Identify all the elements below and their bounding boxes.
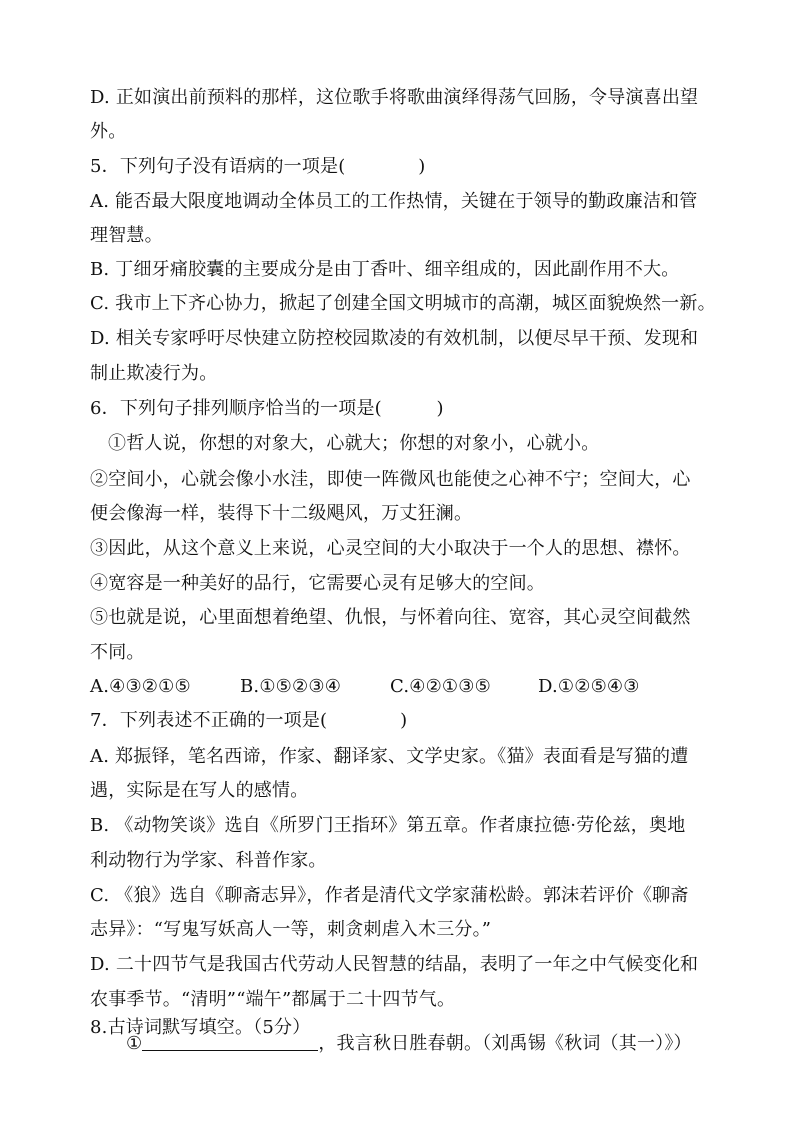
q6-option-a: A.④③②①⑤ [90,676,191,697]
question-6-stem: 6．下列句子排列顺序恰当的一项是( ) [90,398,444,419]
q6-sentence-2-line1: ②空间小，心就会像小水洼，即使一阵微风也能使之心神不宁；空间大，心 [90,469,691,490]
q5-option-a-line2: 理智慧。 [90,225,163,246]
q6-sentence-1: ①哲人说，你想的对象大，心就大；你想的对象小，心就小。 [108,433,600,454]
q8-answer-blank-1[interactable] [142,1032,318,1051]
q6-option-b: B.①⑤②③④ [240,676,342,697]
question-5-stem: 5．下列句子没有语病的一项是( ) [90,156,426,177]
q7-option-d-line2: 农事季节。“清明”“端午”都属于二十四节气。 [90,989,456,1010]
q7-option-b-line2: 利动物行为学家、科普作家。 [90,850,327,871]
q7-option-b-line1: B. 《动物笑谈》选自《所罗门王指环》第五章。作者康拉德·劳伦兹，奥地 [90,815,686,836]
q6-sentence-4: ④宽容是一种美好的品行，它需要心灵有足够大的空间。 [90,573,545,594]
q8-item-1-marker: ① [126,1033,143,1054]
q6-option-d: D.①②⑤④③ [538,676,640,697]
q7-option-d-line1: D. 二十四节气是我国古代劳动人民智慧的结晶，表明了一年之中气候变化和 [90,954,699,975]
q4-option-d-line2: 外。 [90,121,127,142]
question-7-stem: 7．下列表述不正确的一项是( ) [90,710,408,731]
q5-option-d-line1: D. 相关专家呼吁尽快建立防控校园欺凌的有效机制，以便尽早干预、发现和 [90,328,699,349]
q5-option-d-line2: 制止欺凌行为。 [90,363,218,384]
q5-option-c: C. 我市上下齐心协力，掀起了创建全国文明城市的高潮，城区面貌焕然一新。 [90,293,716,314]
q8-item-1-text: ，我言秋日胜春朝。（刘禹锡《秋词（其一）》） [318,1033,692,1054]
q7-option-c-line2: 志异》：“写鬼写妖高人一等，刺贪刺虐入木三分。” [90,919,492,940]
q7-option-c-line1: C. 《狼》选自《聊斋志异》，作者是清代文学家蒲松龄。郭沫若评价《聊斋 [90,885,689,906]
q6-options [90,676,640,698]
q4-option-d-line1: D. 正如演出前预料的那样，这位歌手将歌曲演绎得荡气回肠，令导演喜出望 [90,87,699,108]
q6-sentence-3: ③因此，从这个意义上来说，心灵空间的大小取决于一个人的思想、襟怀。 [90,538,691,559]
q5-option-b: B. 丁细牙痛胶囊的主要成分是由丁香叶、细辛组成的，因此副作用不大。 [90,259,680,280]
q6-sentence-5-line1: ⑤也就是说，心里面想着绝望、仇恨，与怀着向往、宽容，其心灵空间截然 [90,607,691,628]
q6-sentence-5-line2: 不同。 [90,642,145,663]
q6-option-c: C.④②①③⑤ [390,676,491,697]
q6-sentence-2-line2: 便会像海一样，装得下十二级飓风，万丈狂澜。 [90,503,473,524]
q5-option-a-line1: A. 能否最大限度地调动全体员工的工作热情，关键在于领导的勤政廉洁和管 [90,191,698,212]
q7-option-a-line1: A. 郑振铎，笔名西谛，作家、翻译家、文学史家。《猫》表面看是写猫的遭 [90,746,689,767]
q7-option-a-line2: 遇，实际是在写人的感情。 [90,780,309,801]
question-8-stem: 8.古诗词默写填空。（5分） [90,1017,311,1038]
q8-item-1 [126,1032,692,1055]
